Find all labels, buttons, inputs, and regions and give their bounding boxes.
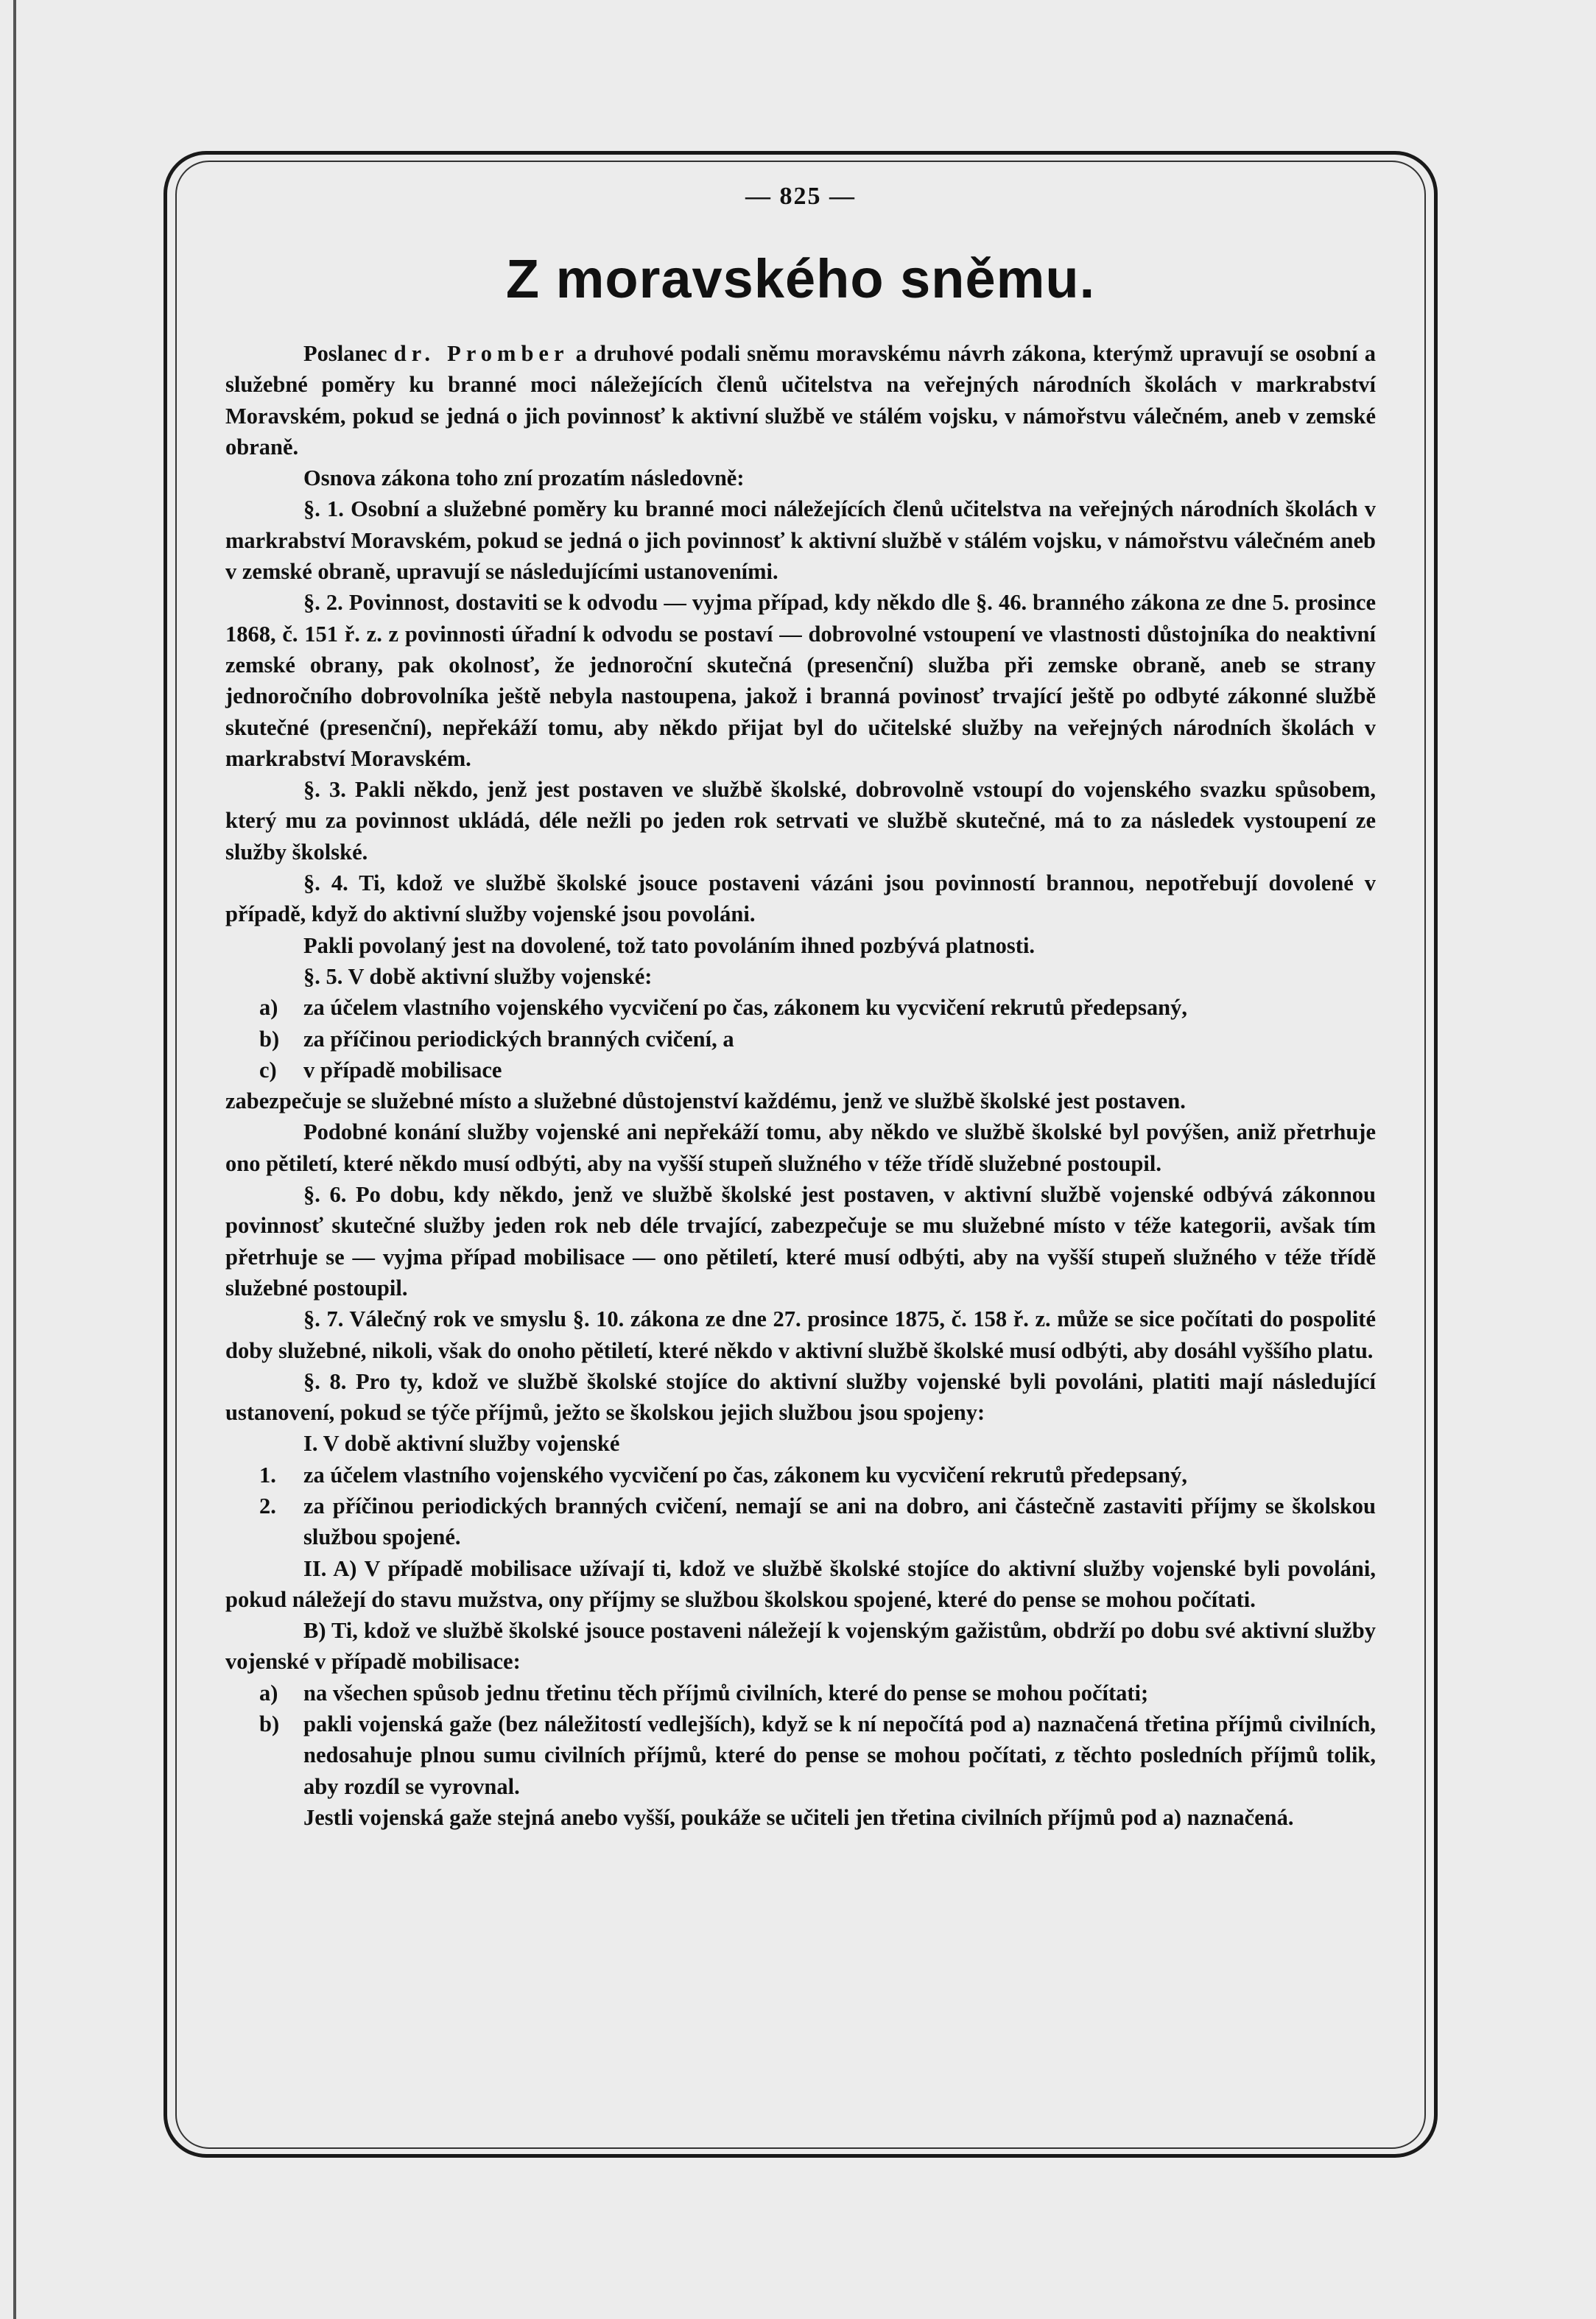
paragraph-8-IIB: B) Ti, kdož ve službě školské jsouce postaveni náležejí k vojenským gažistům, obdrží po dobu své aktivní služby vojenské v případě mobilisace: bbox=[225, 1618, 1376, 1675]
list-item bbox=[225, 1024, 1376, 1055]
list-item-text: pakli vojenská gaže (bez náležitostí vedlejších), když se k ní nepočítá pod a) naznačená třetina příjmů civilních, nedosahuje plnou sumu civilních příjmů, které do pense se mohou počítati, z těchto posledních příjmů tolik, aby rozdíl se vyrovnal. bbox=[303, 1711, 1376, 1799]
list-item bbox=[225, 992, 1376, 1023]
intro-name: dr. Promber bbox=[393, 341, 569, 366]
list-item-text: v případě mobilisace bbox=[303, 1057, 502, 1083]
osnova-paragraph: Osnova zákona toho zní prozatím následovně: bbox=[303, 465, 745, 491]
list-item bbox=[225, 1678, 1376, 1709]
paragraph-4b: Pakli povolaný jest na dovolené, tož tato povoláním ihned pozbývá platnosti. bbox=[303, 932, 1036, 958]
list-item-mark: c) bbox=[259, 1057, 277, 1083]
paragraph-5-end: zabezpečuje se služebné místo a služebné důstojenství každému, jenž ve službě školské jest postaven. bbox=[225, 1088, 1186, 1114]
list-item bbox=[225, 1491, 1376, 1553]
paragraph-1: §. 1. Osobní a služebné poměry ku branné moci náležejících členů učitelstva na veřejných národních školách v markrabství Moravském, pokud se jedná o jich povinnosť k aktivní službě v stálém vojsku, v námořstvu válečném aneb v zemské obraně, upravují se následujícími ustanoveními. bbox=[225, 496, 1376, 585]
paragraph-8-end: Jestli vojenská gaže stejná anebo vyšší, poukáže se učiteli jen třetina civilních příjmů pod a) naznačená. bbox=[303, 1804, 1294, 1830]
list-item-mark: b) bbox=[259, 1711, 280, 1737]
page-edge-line bbox=[13, 0, 16, 2319]
intro-paragraph bbox=[225, 338, 1376, 462]
document-body bbox=[225, 183, 1376, 1833]
paragraph-5b: Podobné konání služby vojenské ani nepřekáží tomu, aby někdo ve službě školské byl povýšen, aniž přetrhuje ono pětiletí, které někdo musí odbýti, aby na vyšší stupeň služného v téže třídě služebné postoupil. bbox=[225, 1119, 1376, 1176]
paragraph-4: §. 4. Ti, kdož ve službě školské jsouce postaveni vázáni jsou povinností brannou, nepotřebují dovolené v případě, když do aktivní služby vojenské jsou povoláni. bbox=[225, 870, 1376, 927]
list-item-mark: a) bbox=[259, 995, 278, 1021]
paragraph-5: §. 5. V době aktivní služby vojenské: bbox=[303, 963, 653, 989]
list-item bbox=[225, 1055, 1376, 1085]
page-title: Z moravského sněmu. bbox=[505, 248, 1096, 309]
paragraph-6: §. 6. Po dobu, kdy někdo, jenž ve službě školské jest postaven, v aktivní službě vojenské odbývá zákonnou povinnosť skutečné služby jeden rok neb déle trvající, zabezpečuje se mu služebné místo v téže kategorii, avšak tím přetrhuje se — vyjma případ mobilisace — ono pětiletí, které musí odbýti, aby na vyšší stupeň služného v téže třídě služebné postoupil. bbox=[225, 1182, 1376, 1301]
paragraph-8: §. 8. Pro ty, kdož ve službě školské stojíce do aktivní služby vojenské byli povoláni, platiti mají následující ustanovení, pokud se týče příjmů, ježto se školskou jejich službou jsou spojeny: bbox=[225, 1368, 1376, 1426]
list-item-text: za účelem vlastního vojenského vycvičení po čas, zákonem ku vycvičení rekrutů předepsaný, bbox=[303, 995, 1187, 1021]
list-item-text: za příčinou periodických branných cvičení, nemají se ani na dobro, ani částečně zastaviti příjmy se školskou službou spojené. bbox=[303, 1493, 1376, 1550]
page-number: — 825 — bbox=[745, 183, 856, 210]
list-item-mark: 1. bbox=[259, 1462, 276, 1488]
list-item-mark: b) bbox=[259, 1026, 280, 1052]
paragraph-8-I: I. V době aktivní služby vojenské bbox=[303, 1431, 620, 1457]
list-item-text: za účelem vlastního vojenského vycvičení po čas, zákonem ku vycvičení rekrutů předepsaný, bbox=[303, 1462, 1187, 1488]
paragraph-3: §. 3. Pakli někdo, jenž jest postaven ve službě školské, dobrovolně vstoupí do vojenského svazku spůsobem, který mu za povinnost ukládá, déle nežli po jeden rok setrvati ve službě skutečné, má to za následek vystoupení ze služby školské. bbox=[225, 777, 1376, 865]
list-item-text: na všechen spůsob jednu třetinu těch příjmů civilních, které do pense se mohou počítati; bbox=[303, 1680, 1149, 1706]
list-item-mark: a) bbox=[259, 1680, 278, 1706]
list-item bbox=[225, 1460, 1376, 1491]
paragraph-7: §. 7. Válečný rok ve smyslu §. 10. zákona ze dne 27. prosince 1875, č. 158 ř. z. může se sice počítati do pospolité doby služebné, nikoli, však do onoho pětiletí, které někdo v aktivní službě školské musí odbýti, aby dosáhl vyššího platu. bbox=[225, 1306, 1376, 1363]
intro-rest: a druhové podali sněmu moravskému návrh zákona, kterýmž upravují se osobní a služebné poměry ku branné moci náležejících členů učitelstva na veřejných národních školách v markrabství Moravském, pokud se jedná o jich povinnosť k aktivní službě ve stálém vojsku, v námořstvu válečném, aneb v zemské obraně. bbox=[225, 341, 1376, 460]
list-item-mark: 2. bbox=[259, 1493, 276, 1519]
paragraph-8-IIA: II. A) V případě mobilisace užívají ti, kdož ve službě školské stojíce do aktivní služby vojenské byli povoláni, pokud náležejí do stavu mužstva, ony příjmy se službou školskou spojené, které do pense se mohou počítati. bbox=[225, 1555, 1376, 1612]
paragraph-2: §. 2. Povinnost, dostaviti se k odvodu — vyjma případ, kdy někdo dle §. 46. branného zákona ze dne 5. prosince 1868, č. 151 ř. z. z povinnosti úřadní k odvodu se postaví — dobrovolné vstoupení ve vlastnosti důstojníka do neaktivní zemské obrany, pak okolnosť, že jednoroční skutečná (presenční) služba při zemske obraně, aneb se strany jednoročního dobrovolníka ještě nebyla nastoupena, jakož i branná povinosť trvající ještě po odbyté zákonné službě skutečné (presenční), nepřekáží tomu, aby někdo přijat byl do učitelské služby na veřejných národních školách v markrabství Moravském. bbox=[225, 590, 1376, 771]
list-item-text: za příčinou periodických branných cvičení, a bbox=[303, 1026, 734, 1052]
list-item bbox=[225, 1709, 1376, 1802]
intro-lead: Poslanec bbox=[303, 341, 394, 366]
